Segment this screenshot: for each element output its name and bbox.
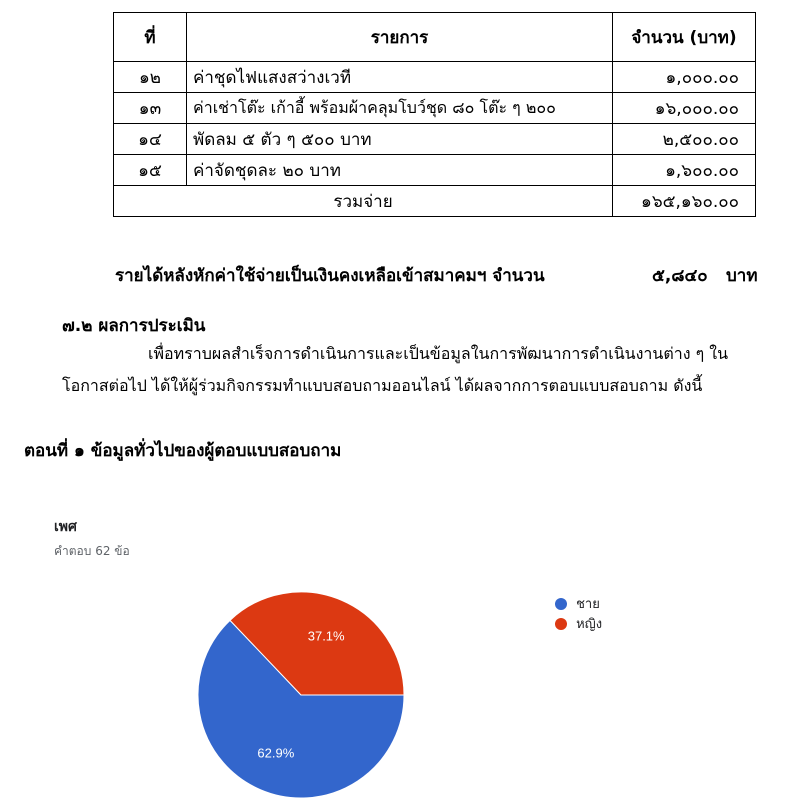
legend-dot-male: [555, 598, 567, 610]
table-row: [114, 124, 756, 155]
table-header-row: [114, 13, 756, 62]
summary-unit: บาท: [726, 266, 758, 286]
header-amount: จำนวน (บาท): [613, 13, 756, 62]
expense-table: [113, 12, 756, 217]
row-amount: ๑,๖๐๐.๐๐: [613, 155, 756, 186]
part1-heading: ตอนที่ ๑ ข้อมูลทั่วไปของผู้ตอบแบบสอบถาม: [24, 441, 342, 461]
legend-label-male: ชาย: [576, 597, 600, 612]
total-amount: ๑๖๕,๑๖๐.๐๐: [613, 186, 756, 217]
row-amount: ๑๖,๐๐๐.๐๐: [613, 93, 756, 124]
row-item: ค่าเช่าโต๊ะ เก้าอี้ พร้อมผ้าคลุมโบว์ชุด ๘๐ โต๊ะ ๆ ๒๐๐: [187, 93, 613, 124]
legend-item-male: [555, 593, 600, 614]
chart-title: เพศ: [54, 519, 77, 535]
header-item: รายการ: [187, 13, 613, 62]
header-no: ที่: [114, 13, 187, 62]
table-row: [114, 155, 756, 186]
legend-item-female: [555, 613, 602, 634]
pie-label-male: 62.9%: [257, 745, 295, 761]
table-row: [114, 93, 756, 124]
row-no: ๑๕: [114, 155, 187, 186]
table-row: [114, 62, 756, 93]
row-amount: ๑,๐๐๐.๐๐: [613, 62, 756, 93]
pie-chart: [150, 580, 460, 801]
legend-label-female: หญิง: [576, 617, 603, 632]
section-heading: ๗.๒ ผลการประเมิน: [62, 316, 206, 336]
row-no: ๑๒: [114, 62, 187, 93]
section-paragraph-line1: เพื่อทราบผลสำเร็จการดำเนินการและเป็นข้อมูลในการพัฒนาการดำเนินงานต่าง ๆ ใน: [148, 344, 729, 363]
chart-subtitle: คำตอบ 62 ข้อ: [54, 544, 130, 558]
row-item: ค่าจัดชุดละ ๒๐ บาท: [187, 155, 613, 186]
pie-label-female: 37.1%: [307, 628, 345, 644]
row-item: ค่าชุดไฟแสงสว่างเวที: [187, 62, 613, 93]
section-paragraph-line2: โอกาสต่อไป ได้ให้ผู้ร่วมกิจกรรมทำแบบสอบถามออนไลน์ ได้ผลจากการตอบแบบสอบถาม ดังนี้: [62, 376, 703, 395]
table-total-row: [114, 186, 756, 217]
row-no: ๑๓: [114, 93, 187, 124]
row-no: ๑๔: [114, 124, 187, 155]
summary-amount: ๕,๘๔๐: [652, 266, 708, 286]
legend-dot-female: [555, 618, 567, 630]
row-amount: ๒,๕๐๐.๐๐: [613, 124, 756, 155]
total-label: รวมจ่าย: [114, 186, 613, 217]
summary-text: รายได้หลังหักค่าใช้จ่ายเป็นเงินคงเหลือเข้าสมาคมฯ จำนวน: [115, 266, 545, 286]
row-item: พัดลม ๕ ตัว ๆ ๕๐๐ บาท: [187, 124, 613, 155]
